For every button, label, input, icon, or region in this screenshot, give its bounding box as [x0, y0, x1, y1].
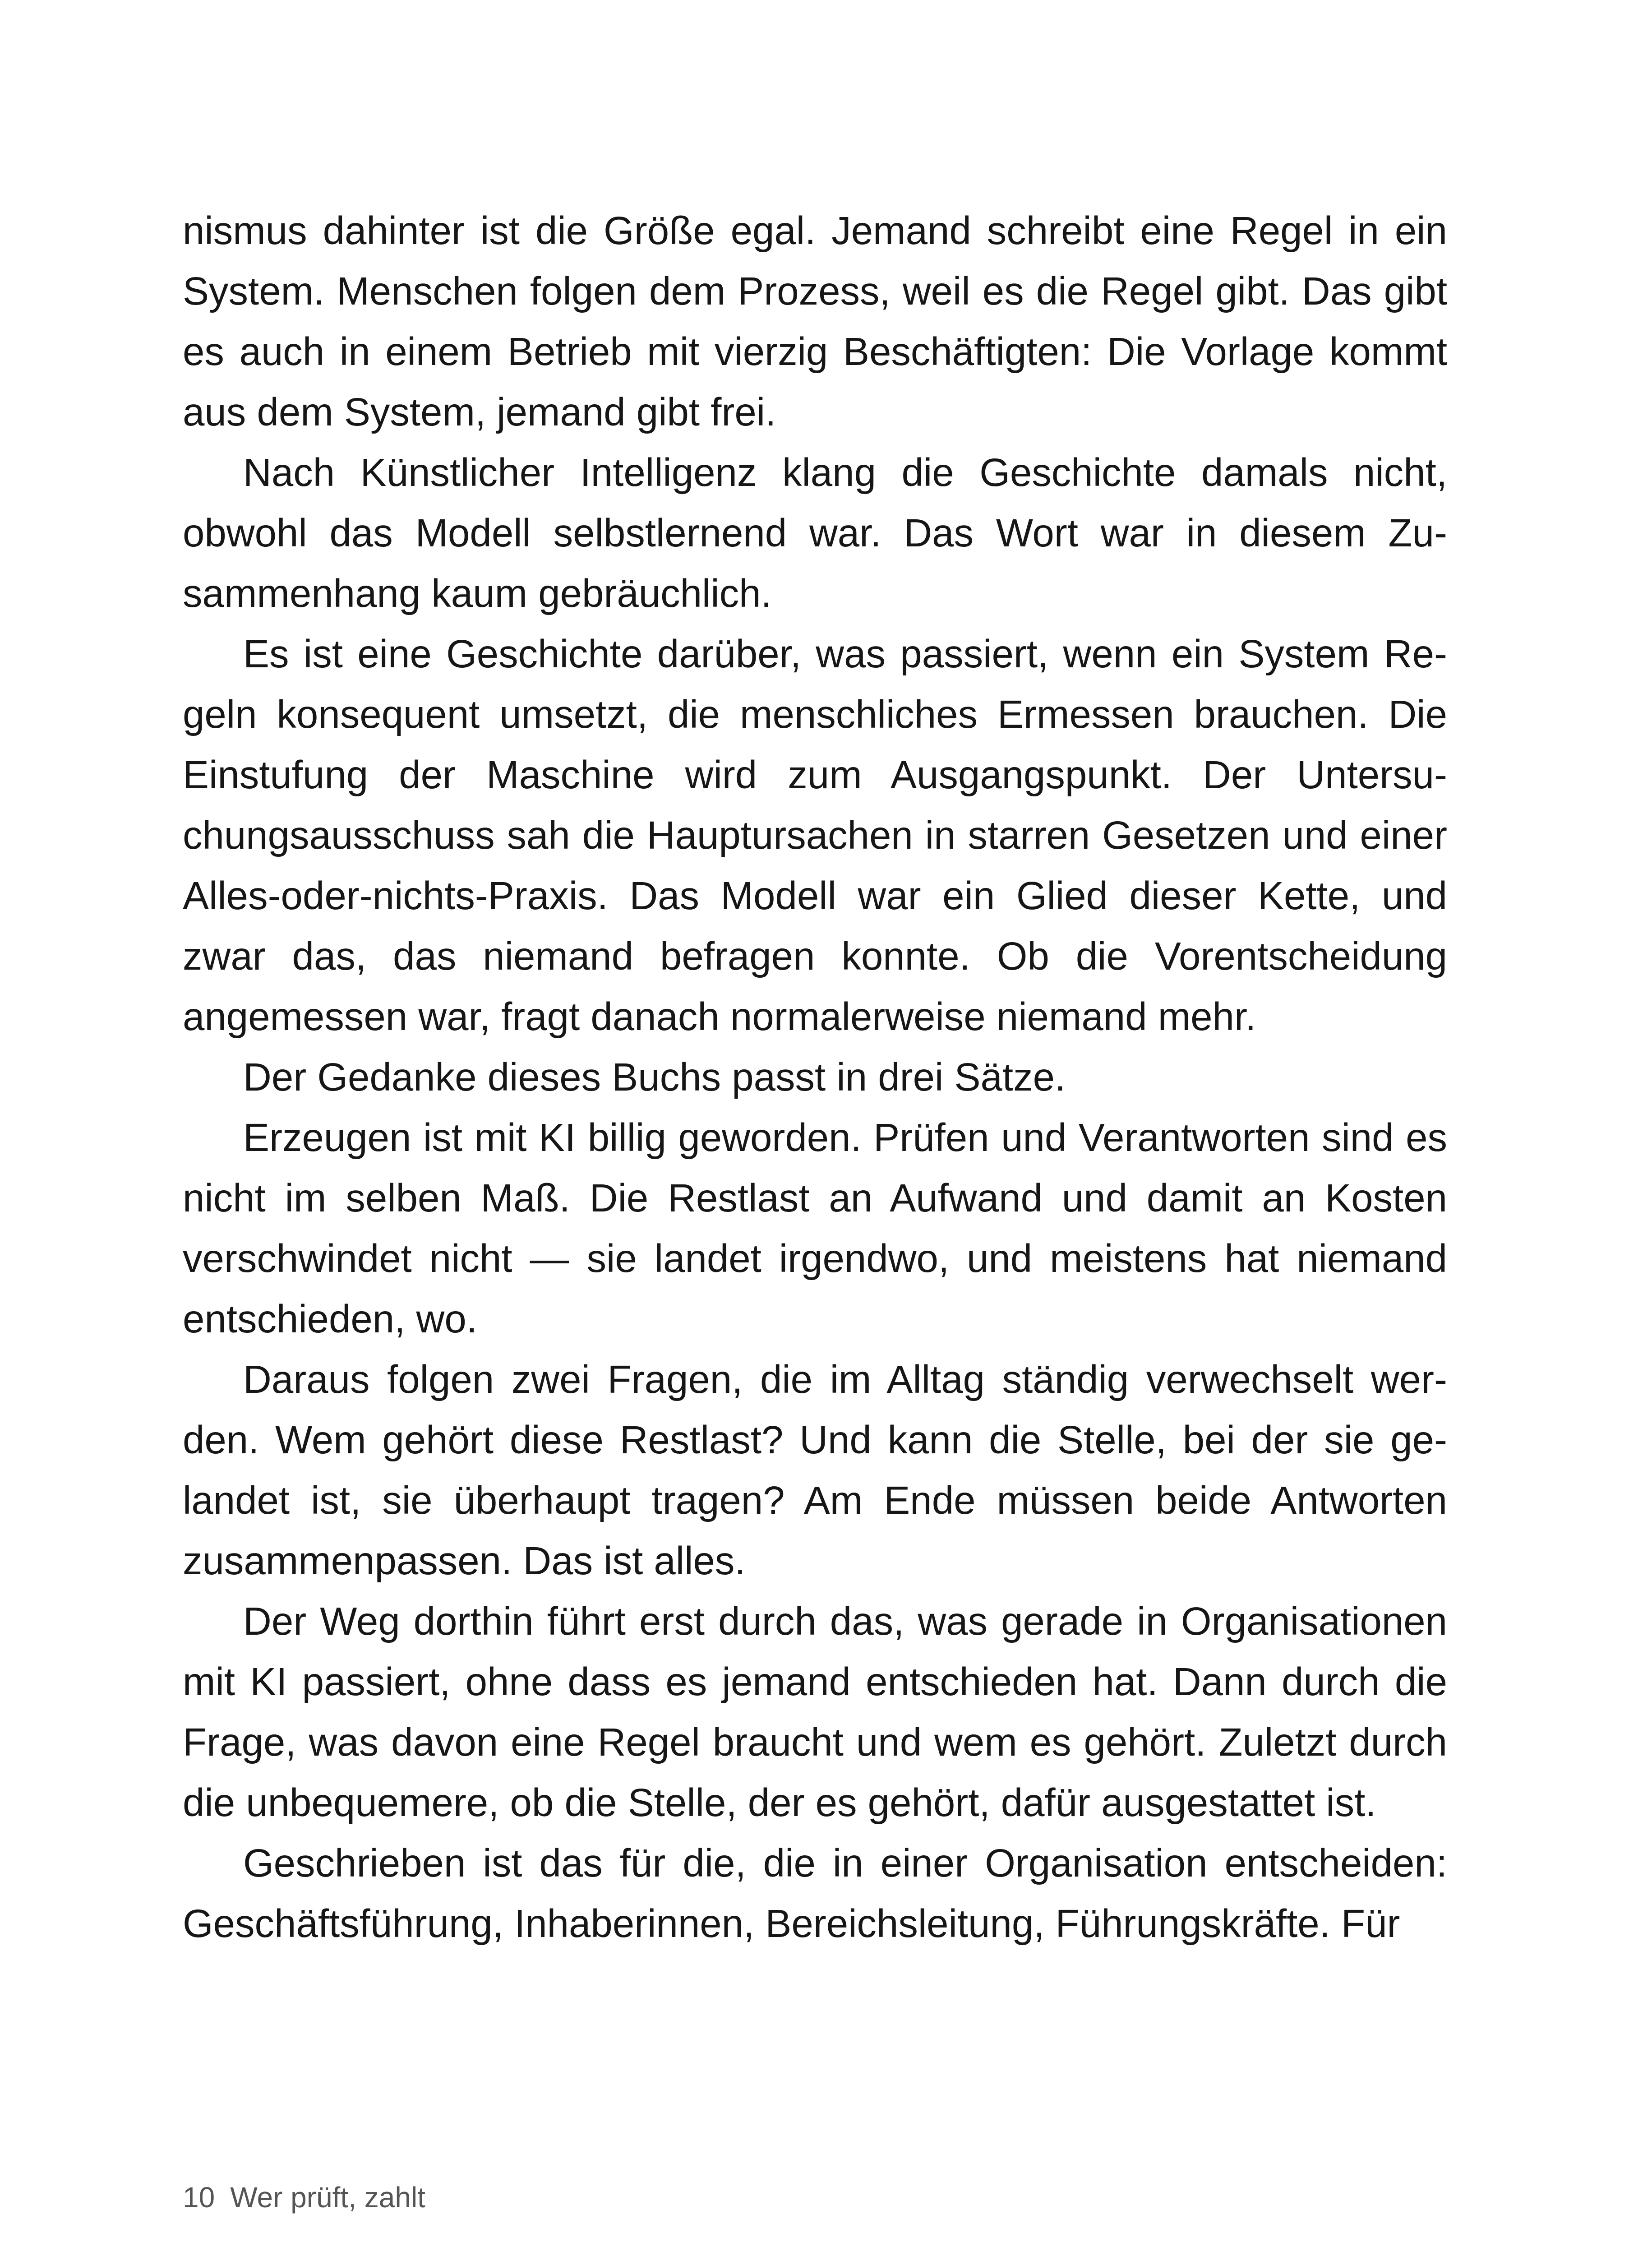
paragraph: Daraus folgen zwei Fragen, die im Alltag ständig verwechselt werden. Wem gehört diese Restlast? Und kann die Stelle, bei der sie gelandet ist, sie überhaupt tragen? Am Ende müssen beide Antworten zusammenpassen. Das ist alles.	[183, 1358, 1447, 1583]
paragraph: Geschrieben ist das für die, die in einer Organisation entscheiden: Geschäftsführung, Inhaberinnen, Bereichsleitung, Führungskräfte. Für	[183, 1841, 1447, 1946]
page-footer	[183, 2179, 425, 2215]
paragraph: Erzeugen ist mit KI billig geworden. Prüfen und Verantworten sind es nicht im selben Maß. Die Restlast an Aufwand und damit an Kosten verschwindet nicht — sie landet irgendwo, und meistens hat niemand entschieden, wo.	[183, 1116, 1447, 1341]
running-title: Wer prüft, zahlt	[230, 2181, 425, 2214]
paragraph: Nach Künstlicher Intelligenz klang die Geschichte damals nicht, obwohl das Modell selbstlernend war. Das Wort war in diesem Zusammenhang kaum gebräuchlich.	[183, 451, 1447, 615]
paragraph-continuation: nismus dahinter ist die Größe egal. Jemand schreibt eine Regel in ein System. Menschen folgen dem Prozess, weil es die Regel gibt. Das gibt es auch in einem Betrieb mit vierzig Beschäftigten: Die Vorlage kommt aus dem System, jemand gibt frei.	[183, 209, 1447, 434]
paragraph: Der Weg dorthin führt erst durch das, was gerade in Organisationen mit KI passiert, ohne dass es jemand entschieden hat. Dann durch die Frage, was davon eine Regel braucht und wem es gehört. Zuletzt durch die unbequemere, ob die Stelle, der es gehört, dafür ausgestattet ist.	[183, 1600, 1447, 1825]
paragraph: Der Gedanke dieses Buchs passt in drei Sätze.	[243, 1055, 1066, 1099]
body-text	[183, 201, 1447, 1954]
page-number: 10	[183, 2181, 215, 2214]
paragraph: Es ist eine Geschichte darüber, was passiert, wenn ein System Regeln konsequent umsetzt, die menschliches Ermessen brauchen. Die Einstufung der Maschine wird zum Ausgangspunkt. Der Untersuchungsausschuss sah die Hauptursachen in starren Gesetzen und einer Alles-oder-nichts-Praxis. Das Modell war ein Glied dieser Kette, und zwar das, das niemand befragen konnte. Ob die Vorentscheidung angemessen war, fragt danach normalerweise niemand mehr.	[183, 632, 1447, 1039]
